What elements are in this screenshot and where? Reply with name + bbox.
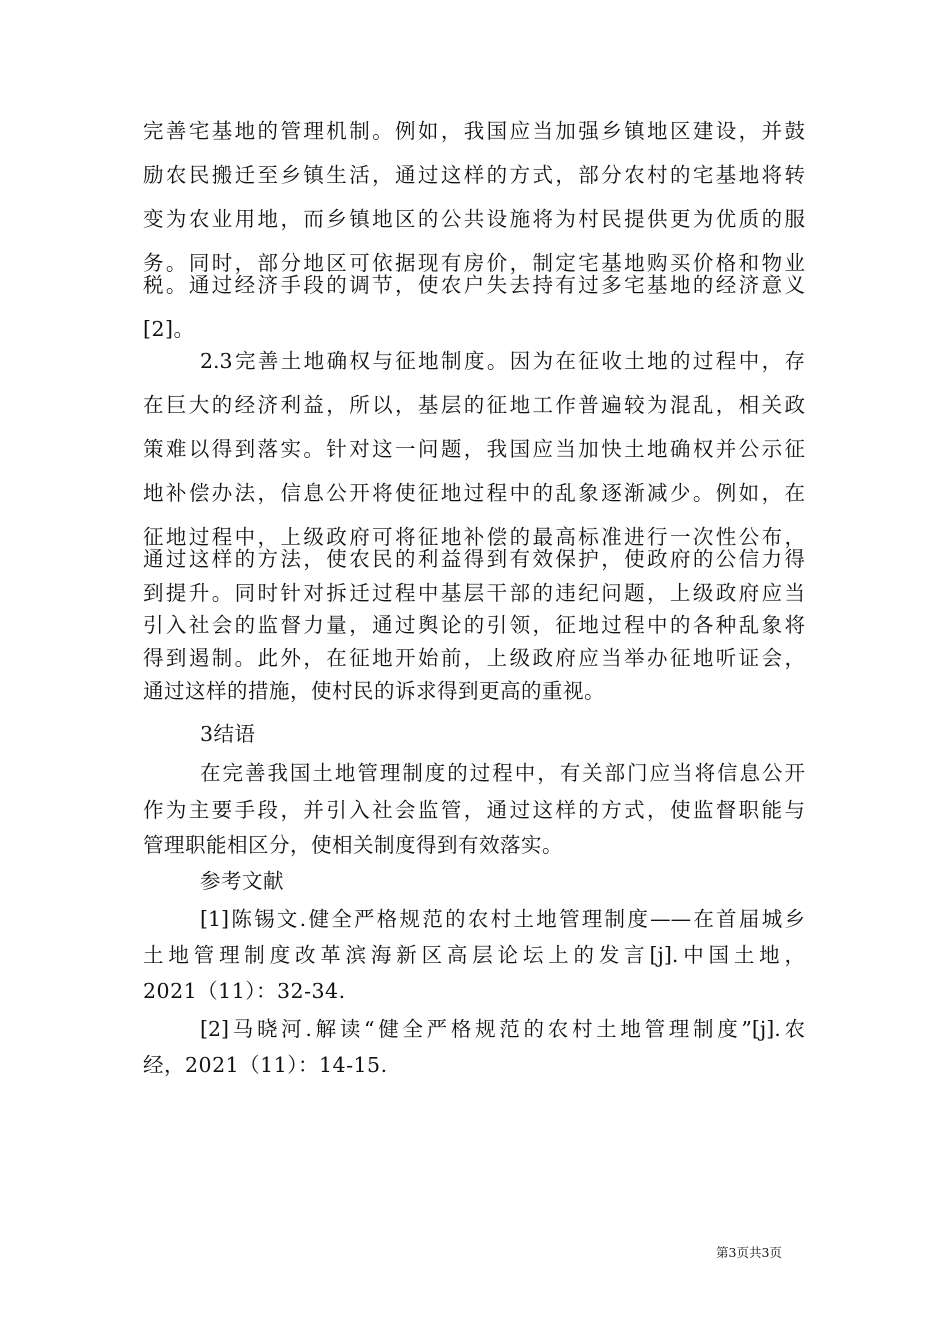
reference-line: 2021（11）：32-34. bbox=[143, 979, 346, 1003]
text-line: 完善宅基地的管理机制。例如，我国应当加强乡镇地区建设，并鼓 bbox=[143, 119, 805, 143]
text-line: 税。通过经济手段的调节，使农户失去持有过多宅基地的经济意义 bbox=[143, 273, 805, 297]
page-number: 第3页共3页 bbox=[716, 1245, 782, 1260]
reference-line: 土地管理制度改革滨海新区高层论坛上的发言[j].中国土地， bbox=[143, 943, 805, 967]
text-line: 征地过程中，上级政府可将征地补偿的最高标准进行一次性公布， bbox=[143, 525, 805, 549]
text-line: 在巨大的经济利益，所以，基层的征地工作普遍较为混乱，相关政 bbox=[143, 393, 805, 417]
text-line: 2.3完善土地确权与征地制度。因为在征收土地的过程中，存 bbox=[200, 349, 805, 373]
reference-line: [2]马晓河.解读“健全严格规范的农村土地管理制度”[j].农 bbox=[200, 1017, 805, 1041]
text-line: 通过这样的方法，使农民的利益得到有效保护，使政府的公信力得 bbox=[143, 547, 805, 571]
section-heading-references: 参考文献 bbox=[200, 869, 284, 893]
text-line: 通过这样的措施，使村民的诉求得到更高的重视。 bbox=[143, 679, 605, 703]
text-line: 地补偿办法，信息公开将使征地过程中的乱象逐渐减少。例如，在 bbox=[143, 481, 805, 505]
text-line: 得到遏制。此外，在征地开始前，上级政府应当举办征地听证会， bbox=[143, 646, 805, 670]
text-line: 变为农业用地，而乡镇地区的公共设施将为村民提供更为优质的服 bbox=[143, 207, 805, 231]
reference-line: [1]陈锡文.健全严格规范的农村土地管理制度——在首届城乡 bbox=[200, 907, 805, 931]
reference-line: 经，2021（11）：14-15. bbox=[143, 1053, 388, 1077]
text-line: 务。同时，部分地区可依据现有房价，制定宅基地购买价格和物业 bbox=[143, 251, 805, 275]
text-line: [2]。 bbox=[143, 317, 195, 341]
text-line: 引入社会的监督力量，通过舆论的引领，征地过程中的各种乱象将 bbox=[143, 613, 805, 637]
text-line: 作为主要手段，并引入社会监管，通过这样的方式，使监督职能与 bbox=[143, 798, 805, 822]
text-line: 管理职能相区分，使相关制度得到有效落实。 bbox=[143, 833, 563, 857]
section-heading-conclusion: 3结语 bbox=[200, 722, 256, 746]
text-line: 在完善我国土地管理制度的过程中，有关部门应当将信息公开 bbox=[200, 761, 805, 785]
text-line: 策难以得到落实。针对这一问题，我国应当加快土地确权并公示征 bbox=[143, 437, 805, 461]
text-line: 到提升。同时针对拆迁过程中基层干部的违纪问题，上级政府应当 bbox=[143, 581, 805, 605]
text-line: 励农民搬迁至乡镇生活，通过这样的方式，部分农村的宅基地将转 bbox=[143, 163, 805, 187]
